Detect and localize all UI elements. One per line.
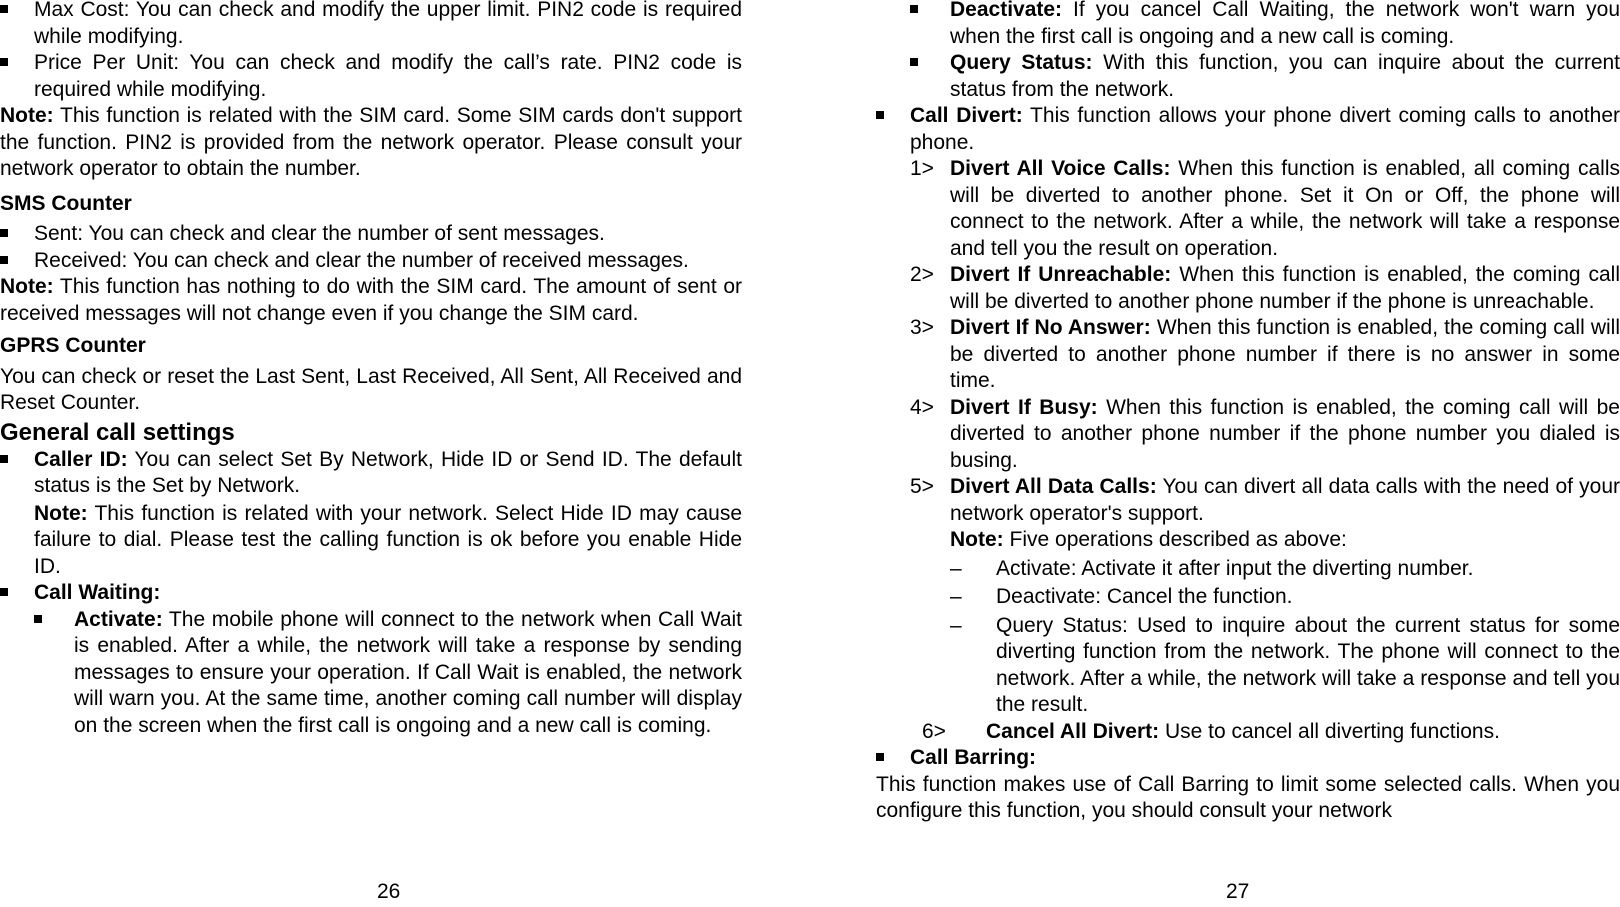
item-number: 3> — [910, 316, 934, 339]
right-page-column — [876, 0, 1620, 825]
square-bullet-icon — [876, 111, 884, 119]
caller-id-description: You can select Set By Network, Hide ID or Send ID. The default status is the Set by Network. — [34, 447, 742, 497]
caller-id-text — [34, 447, 742, 500]
deactivate-description: If you cancel Call Waiting, the network won't warn you when the first call is ongoing and a new call is coming. — [950, 0, 1620, 48]
call-divert-text — [910, 103, 1620, 156]
query-status-text — [950, 50, 1620, 103]
divert-item-text: When this function is enabled, the coming call will be diverted to another phone number if the phone is unreachable. — [950, 263, 1620, 313]
query-status-label: Query Status: — [950, 51, 1093, 74]
call-barring-label: Call Barring: — [910, 746, 1037, 769]
item-number: 6> — [922, 719, 946, 743]
dash-item-text: Activate: Activate it after input the diverting number. — [996, 556, 1474, 580]
square-bullet-icon — [910, 58, 918, 66]
call-divert-description: This function allows your phone divert coming calls to another phone. — [910, 104, 1620, 154]
note-text: This function has nothing to do with the SIM card. The amount of sent or received messages will not change even if you change the SIM card. — [0, 275, 742, 325]
note-text: This function is related with the SIM card. Some SIM cards don't support the function. PIN2 is provided from the network operator. Please consult your network operator to obtain the number. — [0, 104, 742, 180]
square-bullet-icon — [876, 753, 884, 761]
divert-item-5 — [910, 474, 1620, 554]
list-item-max-cost — [0, 0, 742, 50]
divert-item-1 — [910, 156, 1620, 262]
call-divert-label: Call Divert: — [910, 104, 1023, 127]
divert-item-label: Cancel All Divert: — [986, 719, 1160, 743]
list-item-deactivate — [910, 0, 1620, 50]
item-number: 4> — [910, 395, 934, 419]
divert-item-3 — [910, 315, 1620, 395]
sms-received-text: Received: You can check and clear the number of received messages. — [34, 248, 689, 272]
note-text: This function is related with your network. Select Hide ID may cause failure to dial. Please test the calling function is ok before you enable Hide ID. — [34, 501, 742, 578]
caller-id-label: Caller ID: — [34, 447, 128, 471]
general-call-settings-heading: General call settings — [0, 418, 235, 446]
square-bullet-icon — [0, 588, 8, 596]
item-number: 1> — [910, 157, 934, 180]
deactivate-text — [950, 0, 1620, 50]
square-bullet-icon — [0, 455, 8, 463]
divert-item-label: Divert If Unreachable: — [950, 263, 1172, 286]
item-number: 5> — [910, 475, 934, 498]
max-cost-text: Max Cost: You can check and modify the upper limit. PIN2 code is required while modifying. — [34, 0, 742, 48]
divert-item-text: When this function is enabled, the coming call will be diverted to another phone number if the phone number you dialed is busing. — [950, 395, 1620, 472]
divert-item-text: When this function is enabled, the coming call will be diverted to another phone number if there is no answer in some time. — [950, 316, 1620, 392]
list-item-price-per-unit — [0, 50, 742, 103]
divert-note — [950, 527, 1620, 554]
call-barring-text: This function makes use of Call Barring to limit some selected calls. When you configure this function, you should consult your network — [876, 772, 1620, 822]
dash-bullet: – — [950, 585, 962, 608]
list-item-sms-received — [0, 248, 742, 275]
list-item-caller-id — [0, 447, 742, 581]
page-number-right: 27 — [1226, 880, 1250, 903]
activate-label: Activate: — [74, 607, 163, 631]
square-bullet-icon — [910, 5, 918, 13]
gprs-counter-heading: GPRS Counter — [0, 334, 146, 357]
divert-item-text: Use to cancel all diverting functions. — [1159, 719, 1500, 743]
dash-item-activate — [950, 556, 1620, 583]
dash-item-text: Query Status: Used to inquire about the current status for some diverting function from the network. The phone will connect to the network. After a while, the network will take a response and tell you the result. — [996, 613, 1620, 716]
square-bullet-icon — [34, 615, 42, 623]
note-label: Note: — [0, 275, 54, 298]
divert-item-6 — [922, 719, 1620, 746]
query-status-description: With this function, you can inquire about the current status from the network. — [950, 51, 1620, 101]
item-number: 2> — [910, 263, 934, 286]
divert-item-4 — [910, 395, 1620, 475]
sms-counter-heading: SMS Counter — [0, 191, 132, 215]
square-bullet-icon — [0, 256, 8, 264]
divert-item-text: When this function is enabled, all coming calls will be diverted to another phone. Set it On or Off, the phone will connect to the network. After a while, the network will take a response and tell you the result on operation. — [950, 157, 1620, 260]
left-page-column — [0, 0, 742, 739]
dash-bullet: – — [950, 613, 962, 637]
page-number-left: 26 — [377, 880, 401, 903]
price-per-unit-text: Price Per Unit: You can check and modify the call’s rate. PIN2 code is required while modifying. — [34, 51, 742, 101]
note-label: Note: — [0, 104, 54, 127]
caller-id-note — [34, 501, 742, 581]
dash-item-query-status — [950, 613, 1620, 719]
square-bullet-icon — [0, 58, 8, 66]
note-label: Note: — [950, 528, 1004, 551]
gprs-counter-text: You can check or reset the Last Sent, Last Received, All Sent, All Received and Reset Counter. — [0, 364, 742, 414]
call-waiting-label: Call Waiting: — [34, 581, 161, 604]
note-sim-card — [0, 103, 742, 183]
divert-item-label: Divert All Voice Calls: — [950, 157, 1171, 180]
divert-item-label: Divert All Data Calls: — [950, 475, 1157, 498]
dash-item-deactivate — [950, 584, 1620, 611]
square-bullet-icon — [0, 229, 8, 237]
square-bullet-icon — [0, 5, 8, 13]
list-item-query-status — [910, 50, 1620, 103]
note-label: Note: — [34, 501, 88, 525]
note-sms — [0, 274, 742, 327]
note-text: Five operations described as above: — [1003, 528, 1347, 551]
list-item-call-waiting — [0, 580, 742, 607]
list-item-call-barring — [876, 745, 1620, 772]
activate-text — [74, 607, 742, 740]
list-item-activate — [34, 607, 742, 740]
divert-item-label: Divert If No Answer: — [950, 316, 1151, 339]
divert-item-2 — [910, 262, 1620, 315]
dash-item-text: Deactivate: Cancel the function. — [996, 585, 1293, 608]
dash-bullet: – — [950, 556, 962, 580]
sms-sent-text: Sent: You can check and clear the number of sent messages. — [34, 222, 605, 245]
deactivate-label: Deactivate: — [950, 0, 1063, 21]
list-item-sms-sent — [0, 221, 742, 248]
divert-item-label: Divert If Busy: — [950, 395, 1098, 419]
list-item-call-divert — [876, 103, 1620, 156]
activate-description: The mobile phone will connect to the network when Call Wait is enabled. After a while, the network will take a response by sending messages to ensure your operation. If Call Wait is enabled, the network will warn you. At the same time, another coming call number will display on the screen when the first call is ongoing and a new call is coming. — [74, 607, 742, 737]
divert-item-text: You can divert all data calls with the need of your network operator's support. — [950, 475, 1620, 525]
